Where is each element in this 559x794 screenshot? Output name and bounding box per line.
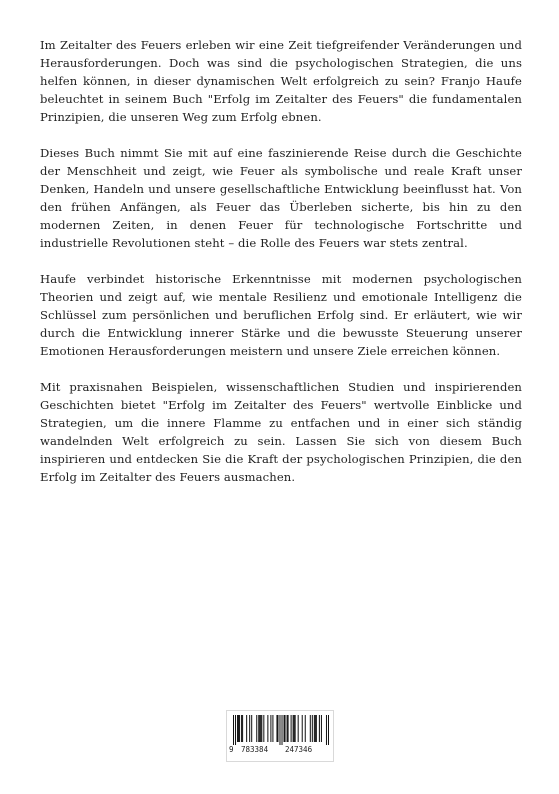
barcode-bar (282, 715, 283, 745)
barcode-bar (291, 715, 292, 742)
barcode-bar (287, 715, 288, 742)
barcode-bar (315, 715, 316, 742)
isbn-barcode (226, 710, 334, 762)
barcode-bar (251, 715, 252, 742)
blurb-paragraph-3: Haufe verbindet historische Erkenntnisse mit modernen psychologischen Theorien und zeigt auf, wie mentale Resilienz und emotionale Intelligenz die Schlüssel zum persönlichen und beruflichen Erfolg sind. Er erläutert, wie wir durch die Entwicklung innerer Stärke und die bewusste Steuerung unserer Emotionen Herausforderungen meistern und unsere Ziele erreichen können. (40, 272, 522, 358)
barcode-bar (260, 715, 261, 742)
barcode-bar (310, 715, 311, 742)
barcode-bar (326, 715, 327, 745)
barcode-bar (242, 715, 243, 742)
barcode-bar (276, 715, 277, 742)
barcode-right-group: 247346 (285, 745, 313, 754)
barcode-bar (298, 715, 299, 742)
barcode-bar (279, 715, 280, 745)
barcode-bar (237, 715, 238, 742)
barcode-bar (238, 715, 239, 742)
barcode-bar (314, 715, 315, 742)
barcode-bar (328, 715, 329, 745)
barcode-bar (294, 715, 295, 742)
blurb-paragraph-1: Im Zeitalter des Feuers erleben wir eine Zeit tiefgreifender Veränderungen und Herausforderungen. Doch was sind die psychologischen Strategien, die uns helfen können, in dieser dynamischen Welt erfolgreich zu sein? Franjo Haufe beleuchtet in seinem Buch "Erfolg im Zeitalter des Feuers" die fundamentalen Prinzipien, die unseren Weg zum Erfolg ebnen. (40, 38, 522, 124)
barcode-bar (319, 715, 320, 742)
barcode-bar (312, 715, 313, 742)
barcode-bar (235, 715, 236, 745)
barcode-bar (305, 715, 306, 742)
barcode-bar (263, 715, 264, 742)
barcode-bar (259, 715, 260, 742)
blurb-paragraph-2: Dieses Buch nimmt Sie mit auf eine faszinierende Reise durch die Geschichte der Menschheit und zeigt, wie Feuer als symbolische und reale Kraft unser Denken, Handeln und unsere gesellschaftliche Entwicklung beeinflusst hat. Von den frühen Anfängen, als Feuer das Überleben sicherte, bis hin zu den modernen Zeiten, in denen Feuer für technologische Fortschritte und industrielle Revolutionen steht – die Rolle des Feuers war stets zentral. (40, 146, 522, 250)
barcode-bar (270, 715, 271, 742)
barcode-bar (239, 715, 240, 742)
barcode-bar (277, 715, 278, 742)
barcode-left-group: 783384 (241, 745, 269, 754)
barcode-bar (302, 715, 303, 742)
barcode-bar (293, 715, 294, 742)
barcode-bar (316, 715, 317, 742)
barcode-bar (258, 715, 259, 742)
barcode-bars (233, 715, 329, 745)
blurb-paragraph-4: Mit praxisnahen Beispielen, wissenschaftlichen Studien und inspirierenden Geschichten bietet "Erfolg im Zeitalter des Feuers" wertvolle Einblicke und Strategien, um die innere Flamme zu entfachen und in einer sich ständig wandelnden Welt erfolgreich zu sein. Lassen Sie sich von diesem Buch inspirieren und entdecken Sie die Kraft der psychologischen Prinzipien, die den Erfolg im Zeitalter des Feuers ausmachen. (40, 380, 522, 484)
barcode-bar (261, 715, 262, 742)
barcode-bar (295, 715, 296, 742)
barcode-bar (272, 715, 273, 742)
barcode-bar (285, 715, 286, 742)
barcode-bar (249, 715, 250, 742)
barcode-bar (233, 715, 234, 745)
barcode-bar (267, 715, 268, 742)
barcode-bar (288, 715, 289, 742)
barcode-bar (246, 715, 247, 742)
barcode-bar (284, 715, 285, 742)
blurb-text (40, 36, 522, 504)
barcode-bar (321, 715, 322, 742)
barcode-bar (241, 715, 242, 742)
barcode-digits (227, 745, 335, 759)
barcode-first-digit: 9 (229, 745, 234, 754)
barcode-bar (256, 715, 257, 742)
